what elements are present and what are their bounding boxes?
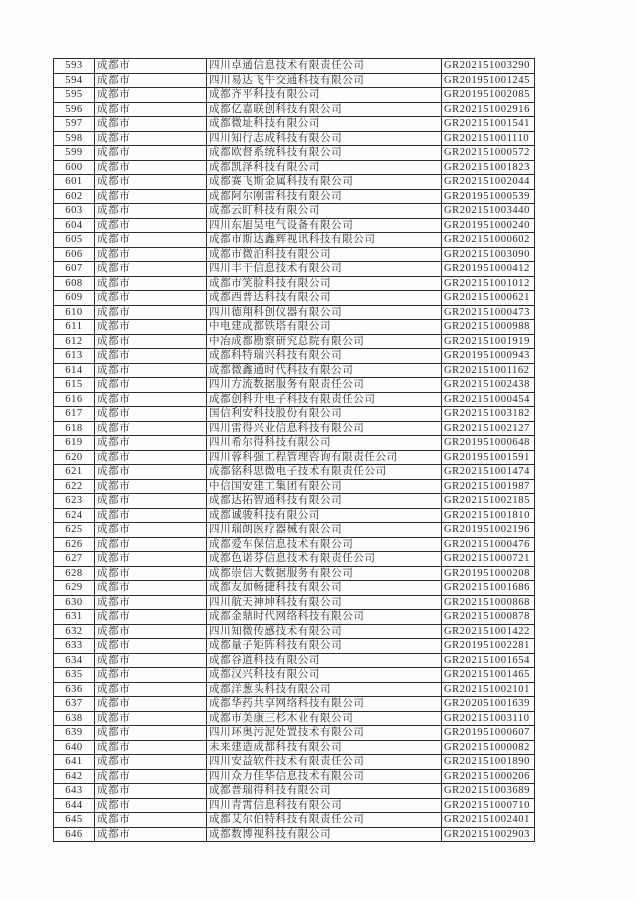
table-row [54, 407, 535, 422]
certificate-code-cell: GR201951001245 [442, 73, 535, 88]
row-number: 622 [54, 479, 95, 494]
city-cell: 成都市 [95, 88, 207, 103]
company-name-cell: 四川丰干信息技术有限公司 [207, 262, 442, 277]
city-cell: 成都市 [95, 784, 207, 799]
row-number: 617 [54, 407, 95, 422]
company-name-cell: 四川航天神坤科技有限公司 [207, 595, 442, 610]
company-name-cell: 成都谷道科技有限公司 [207, 653, 442, 668]
city-cell: 成都市 [95, 59, 207, 74]
row-number: 616 [54, 392, 95, 407]
company-name-cell: 四川希尔得科技有限公司 [207, 436, 442, 451]
row-number: 607 [54, 262, 95, 277]
city-cell: 成都市 [95, 334, 207, 349]
certificate-code-cell: GR202151002401 [442, 813, 535, 828]
table-row [54, 697, 535, 712]
city-cell: 成都市 [95, 450, 207, 465]
certificate-code-cell: GR202151001654 [442, 653, 535, 668]
certificate-code-cell: GR201951002085 [442, 88, 535, 103]
row-number: 606 [54, 247, 95, 262]
certificate-code-cell: GR202151001890 [442, 755, 535, 770]
table-row [54, 682, 535, 697]
city-cell: 成都市 [95, 624, 207, 639]
certificate-code-cell: GR201951000240 [442, 218, 535, 233]
certificate-code-cell: GR202151002044 [442, 175, 535, 190]
row-number: 645 [54, 813, 95, 828]
table-row [54, 610, 535, 625]
certificate-code-cell: GR202151001474 [442, 465, 535, 480]
city-cell: 成都市 [95, 218, 207, 233]
city-cell: 成都市 [95, 711, 207, 726]
row-number: 599 [54, 146, 95, 161]
city-cell: 成都市 [95, 639, 207, 654]
city-cell: 成都市 [95, 320, 207, 335]
table-row [54, 668, 535, 683]
certificate-code-cell: GR202151000206 [442, 769, 535, 784]
company-name-cell: 四川青霄信息科技有限公司 [207, 798, 442, 813]
company-name-cell: 成都欧督系统科技有限公司 [207, 146, 442, 161]
certificate-code-cell: GR202151000082 [442, 740, 535, 755]
certificate-code-cell: GR202151001162 [442, 363, 535, 378]
row-number: 596 [54, 102, 95, 117]
table-row [54, 146, 535, 161]
row-number: 632 [54, 624, 95, 639]
certificate-code-cell: GR202151002916 [442, 102, 535, 117]
row-number: 641 [54, 755, 95, 770]
table-row [54, 769, 535, 784]
city-cell: 成都市 [95, 827, 207, 842]
certificate-code-cell: GR202151001686 [442, 581, 535, 596]
row-number: 615 [54, 378, 95, 393]
company-name-cell: 成都市微泊科技有限公司 [207, 247, 442, 262]
certificate-code-cell: GR201951000539 [442, 189, 535, 204]
certificate-code-cell: GR202151002185 [442, 494, 535, 509]
certificate-code-cell: GR202151001541 [442, 117, 535, 132]
company-name-cell: 成都达拓智通科技有限公司 [207, 494, 442, 509]
company-name-cell: 成都金鼎时代网络科技有限公司 [207, 610, 442, 625]
row-number: 612 [54, 334, 95, 349]
row-number: 642 [54, 769, 95, 784]
certificate-code-cell: GR202151001465 [442, 668, 535, 683]
certificate-code-cell: GR202151000721 [442, 552, 535, 567]
company-name-cell: 四川雷得兴业信息科技有限公司 [207, 421, 442, 436]
certificate-code-cell: GR202151001987 [442, 479, 535, 494]
table-row [54, 827, 535, 842]
city-cell: 成都市 [95, 523, 207, 538]
city-cell: 成都市 [95, 102, 207, 117]
city-cell: 成都市 [95, 305, 207, 320]
table-row [54, 131, 535, 146]
city-cell: 成都市 [95, 204, 207, 219]
row-number: 631 [54, 610, 95, 625]
row-number: 640 [54, 740, 95, 755]
company-name-cell: 四川众力佳华信息技术有限公司 [207, 769, 442, 784]
table-row [54, 798, 535, 813]
row-number: 610 [54, 305, 95, 320]
company-name-cell: 成都崇信大数据服务有限公司 [207, 566, 442, 581]
city-cell: 成都市 [95, 697, 207, 712]
row-number: 593 [54, 59, 95, 74]
company-name-cell: 成都微鑫通时代科技有限公司 [207, 363, 442, 378]
company-name-cell: 四川瑞朗医疗器械有限公司 [207, 523, 442, 538]
row-number: 603 [54, 204, 95, 219]
company-name-cell: 四川环奥污泥处置技术有限公司 [207, 726, 442, 741]
row-number: 636 [54, 682, 95, 697]
city-cell: 成都市 [95, 537, 207, 552]
table-row [54, 102, 535, 117]
company-name-cell: 成都华药共享网络科技有限公司 [207, 697, 442, 712]
company-name-cell: 成都亿嘉联创科技有限公司 [207, 102, 442, 117]
city-cell: 成都市 [95, 595, 207, 610]
row-number: 594 [54, 73, 95, 88]
table-row [54, 537, 535, 552]
table-row [54, 523, 535, 538]
table-row [54, 349, 535, 364]
city-cell: 成都市 [95, 349, 207, 364]
certificate-code-cell: GR201951000412 [442, 262, 535, 277]
certificate-code-cell: GR202151002438 [442, 378, 535, 393]
company-name-cell: 成都汉兴科技有限公司 [207, 668, 442, 683]
row-number: 605 [54, 233, 95, 248]
table-row [54, 813, 535, 828]
certificate-code-cell: GR202151003182 [442, 407, 535, 422]
city-cell: 成都市 [95, 653, 207, 668]
table-row [54, 175, 535, 190]
certificate-code-cell: GR202151000868 [442, 595, 535, 610]
table-row [54, 711, 535, 726]
city-cell: 成都市 [95, 392, 207, 407]
company-name-cell: 未来建造成都科技有限公司 [207, 740, 442, 755]
row-number: 597 [54, 117, 95, 132]
certificate-code-cell: GR202151000988 [442, 320, 535, 335]
table-row [54, 262, 535, 277]
company-name-cell: 四川方流数据服务有限责任公司 [207, 378, 442, 393]
company-name-cell: 四川东旭昊电气设备有限公司 [207, 218, 442, 233]
row-number: 630 [54, 595, 95, 610]
row-number: 625 [54, 523, 95, 538]
table-row [54, 363, 535, 378]
certificate-code-cell: GR202151000621 [442, 291, 535, 306]
table-row [54, 204, 535, 219]
city-cell: 成都市 [95, 494, 207, 509]
certificate-code-cell: GR202151000454 [442, 392, 535, 407]
company-name-cell: 成都阿尔刚雷科技有限公司 [207, 189, 442, 204]
table-row [54, 552, 535, 567]
certificate-code-cell: GR202151001810 [442, 508, 535, 523]
certificate-code-cell: GR202151000572 [442, 146, 535, 161]
city-cell: 成都市 [95, 146, 207, 161]
table-row [54, 160, 535, 175]
city-cell: 成都市 [95, 552, 207, 567]
city-cell: 成都市 [95, 740, 207, 755]
table-row [54, 59, 535, 74]
row-number: 620 [54, 450, 95, 465]
certificate-code-cell: GR201951002281 [442, 639, 535, 654]
table-row [54, 88, 535, 103]
table-row [54, 508, 535, 523]
city-cell: 成都市 [95, 436, 207, 451]
company-name-cell: 成都赛飞斯金属科技有限公司 [207, 175, 442, 190]
company-name-cell: 成都艾尔伯特科技有限责任公司 [207, 813, 442, 828]
table-row [54, 653, 535, 668]
table-row [54, 436, 535, 451]
certificate-code-cell: GR201951000648 [442, 436, 535, 451]
certificate-code-cell: GR202051001639 [442, 697, 535, 712]
company-name-cell: 成都量子矩阵科技有限公司 [207, 639, 442, 654]
row-number: 646 [54, 827, 95, 842]
company-name-cell: 成都爱车保信息技术有限公司 [207, 537, 442, 552]
table-row [54, 218, 535, 233]
city-cell: 成都市 [95, 378, 207, 393]
table-row [54, 291, 535, 306]
city-cell: 成都市 [95, 363, 207, 378]
table-body [54, 59, 535, 842]
row-number: 608 [54, 276, 95, 291]
certificate-code-cell: GR202151001012 [442, 276, 535, 291]
company-name-cell: 成都云盯科技有限公司 [207, 204, 442, 219]
company-name-cell: 四川知微传感技术有限公司 [207, 624, 442, 639]
certificate-code-cell: GR201951002196 [442, 523, 535, 538]
company-name-cell: 四川卓通信息技术有限责任公司 [207, 59, 442, 74]
certificate-code-cell: GR202151003290 [442, 59, 535, 74]
row-number: 643 [54, 784, 95, 799]
city-cell: 成都市 [95, 291, 207, 306]
city-cell: 成都市 [95, 262, 207, 277]
city-cell: 成都市 [95, 233, 207, 248]
certificate-code-cell: GR202151001823 [442, 160, 535, 175]
table-row [54, 624, 535, 639]
certificate-code-cell: GR201951000943 [442, 349, 535, 364]
certificate-code-cell: GR201951000208 [442, 566, 535, 581]
row-number: 601 [54, 175, 95, 190]
row-number: 628 [54, 566, 95, 581]
city-cell: 成都市 [95, 682, 207, 697]
city-cell: 成都市 [95, 407, 207, 422]
table-row [54, 726, 535, 741]
table-row [54, 639, 535, 654]
certificate-code-cell: GR202151003440 [442, 204, 535, 219]
table-row [54, 740, 535, 755]
company-name-cell: 中冶成都勘察研究总院有限公司 [207, 334, 442, 349]
table-row [54, 479, 535, 494]
row-number: 600 [54, 160, 95, 175]
company-name-cell: 成都凯泽科技有限公司 [207, 160, 442, 175]
table-row [54, 378, 535, 393]
table-row [54, 189, 535, 204]
city-cell: 成都市 [95, 566, 207, 581]
company-name-cell: 成都微址科技有限公司 [207, 117, 442, 132]
certificate-code-cell: GR202151001422 [442, 624, 535, 639]
company-name-cell: 成都齐平科技有限公司 [207, 88, 442, 103]
company-name-cell: 成都市笑脸科技有限公司 [207, 276, 442, 291]
row-number: 629 [54, 581, 95, 596]
table-row [54, 465, 535, 480]
table-row [54, 334, 535, 349]
table-row [54, 581, 535, 596]
row-number: 613 [54, 349, 95, 364]
city-cell: 成都市 [95, 668, 207, 683]
company-name-cell: 成都色诺芬信息技术有限责任公司 [207, 552, 442, 567]
certificate-code-cell: GR202151002903 [442, 827, 535, 842]
table-row [54, 494, 535, 509]
row-number: 598 [54, 131, 95, 146]
row-number: 626 [54, 537, 95, 552]
row-number: 635 [54, 668, 95, 683]
city-cell: 成都市 [95, 175, 207, 190]
company-name-cell: 中电建成都铁塔有限公司 [207, 320, 442, 335]
table-row [54, 117, 535, 132]
company-name-cell: 成都市斯达鑫辉视讯科技有限公司 [207, 233, 442, 248]
company-name-cell: 四川德翔科创仪器有限公司 [207, 305, 442, 320]
city-cell: 成都市 [95, 798, 207, 813]
row-number: 644 [54, 798, 95, 813]
city-cell: 成都市 [95, 465, 207, 480]
company-name-cell: 成都科特瑞兴科技有限公司 [207, 349, 442, 364]
row-number: 623 [54, 494, 95, 509]
row-number: 637 [54, 697, 95, 712]
certificate-code-cell: GR202151000710 [442, 798, 535, 813]
certificate-code-cell: GR201951001591 [442, 450, 535, 465]
certificate-code-cell: GR202151000878 [442, 610, 535, 625]
row-number: 621 [54, 465, 95, 480]
company-name-cell: 成都市美康三杉木业有限公司 [207, 711, 442, 726]
company-name-cell: 国信利安科技股份有限公司 [207, 407, 442, 422]
table-row [54, 73, 535, 88]
city-cell: 成都市 [95, 421, 207, 436]
row-number: 619 [54, 436, 95, 451]
certificate-code-cell: GR202151003689 [442, 784, 535, 799]
certificate-code-cell: GR202151001110 [442, 131, 535, 146]
city-cell: 成都市 [95, 769, 207, 784]
city-cell: 成都市 [95, 726, 207, 741]
table-row [54, 450, 535, 465]
certificate-code-cell: GR202151002101 [442, 682, 535, 697]
city-cell: 成都市 [95, 73, 207, 88]
table-row [54, 320, 535, 335]
company-name-cell: 成都友加畅捷科技有限公司 [207, 581, 442, 596]
row-number: 638 [54, 711, 95, 726]
row-number: 634 [54, 653, 95, 668]
row-number: 602 [54, 189, 95, 204]
company-name-cell: 成都创科升电子科技有限责任公司 [207, 392, 442, 407]
certificate-code-cell: GR202151003110 [442, 711, 535, 726]
company-name-cell: 成都洋葱头科技有限公司 [207, 682, 442, 697]
certificate-code-cell: GR202151003090 [442, 247, 535, 262]
row-number: 604 [54, 218, 95, 233]
city-cell: 成都市 [95, 117, 207, 132]
row-number: 611 [54, 320, 95, 335]
city-cell: 成都市 [95, 160, 207, 175]
row-number: 609 [54, 291, 95, 306]
row-number: 627 [54, 552, 95, 567]
table-row [54, 233, 535, 248]
row-number: 633 [54, 639, 95, 654]
company-name-cell: 成都铭科思微电子技术有限责任公司 [207, 465, 442, 480]
company-name-cell: 成都西普达科技有限公司 [207, 291, 442, 306]
row-number: 624 [54, 508, 95, 523]
table-row [54, 421, 535, 436]
company-name-cell: 四川安益软件技术有限责任公司 [207, 755, 442, 770]
city-cell: 成都市 [95, 508, 207, 523]
certificate-code-cell: GR202151002127 [442, 421, 535, 436]
city-cell: 成都市 [95, 581, 207, 596]
certificate-code-cell: GR202151000476 [442, 537, 535, 552]
table-row [54, 784, 535, 799]
table-row [54, 595, 535, 610]
row-number: 614 [54, 363, 95, 378]
enterprise-list-table [53, 58, 535, 842]
company-name-cell: 中信国安建工集团有限公司 [207, 479, 442, 494]
table-row [54, 247, 535, 262]
table-row [54, 305, 535, 320]
company-name-cell: 四川易达飞牛交通科技有限公司 [207, 73, 442, 88]
city-cell: 成都市 [95, 189, 207, 204]
city-cell: 成都市 [95, 276, 207, 291]
row-number: 595 [54, 88, 95, 103]
certificate-code-cell: GR202151000602 [442, 233, 535, 248]
table-row [54, 392, 535, 407]
table-row [54, 566, 535, 581]
company-name-cell: 成都普瑞得科技有限公司 [207, 784, 442, 799]
city-cell: 成都市 [95, 813, 207, 828]
city-cell: 成都市 [95, 755, 207, 770]
certificate-code-cell: GR202151001919 [442, 334, 535, 349]
company-name-cell: 四川知行志成科技有限公司 [207, 131, 442, 146]
city-cell: 成都市 [95, 247, 207, 262]
company-name-cell: 成都诚骏科技有限公司 [207, 508, 442, 523]
table-row [54, 755, 535, 770]
company-name-cell: 成都数博视科技有限公司 [207, 827, 442, 842]
city-cell: 成都市 [95, 131, 207, 146]
city-cell: 成都市 [95, 479, 207, 494]
city-cell: 成都市 [95, 610, 207, 625]
company-name-cell: 四川蓉科强工程管理咨询有限责任公司 [207, 450, 442, 465]
row-number: 639 [54, 726, 95, 741]
table-row [54, 276, 535, 291]
certificate-code-cell: GR202151000473 [442, 305, 535, 320]
row-number: 618 [54, 421, 95, 436]
certificate-code-cell: GR201951000607 [442, 726, 535, 741]
